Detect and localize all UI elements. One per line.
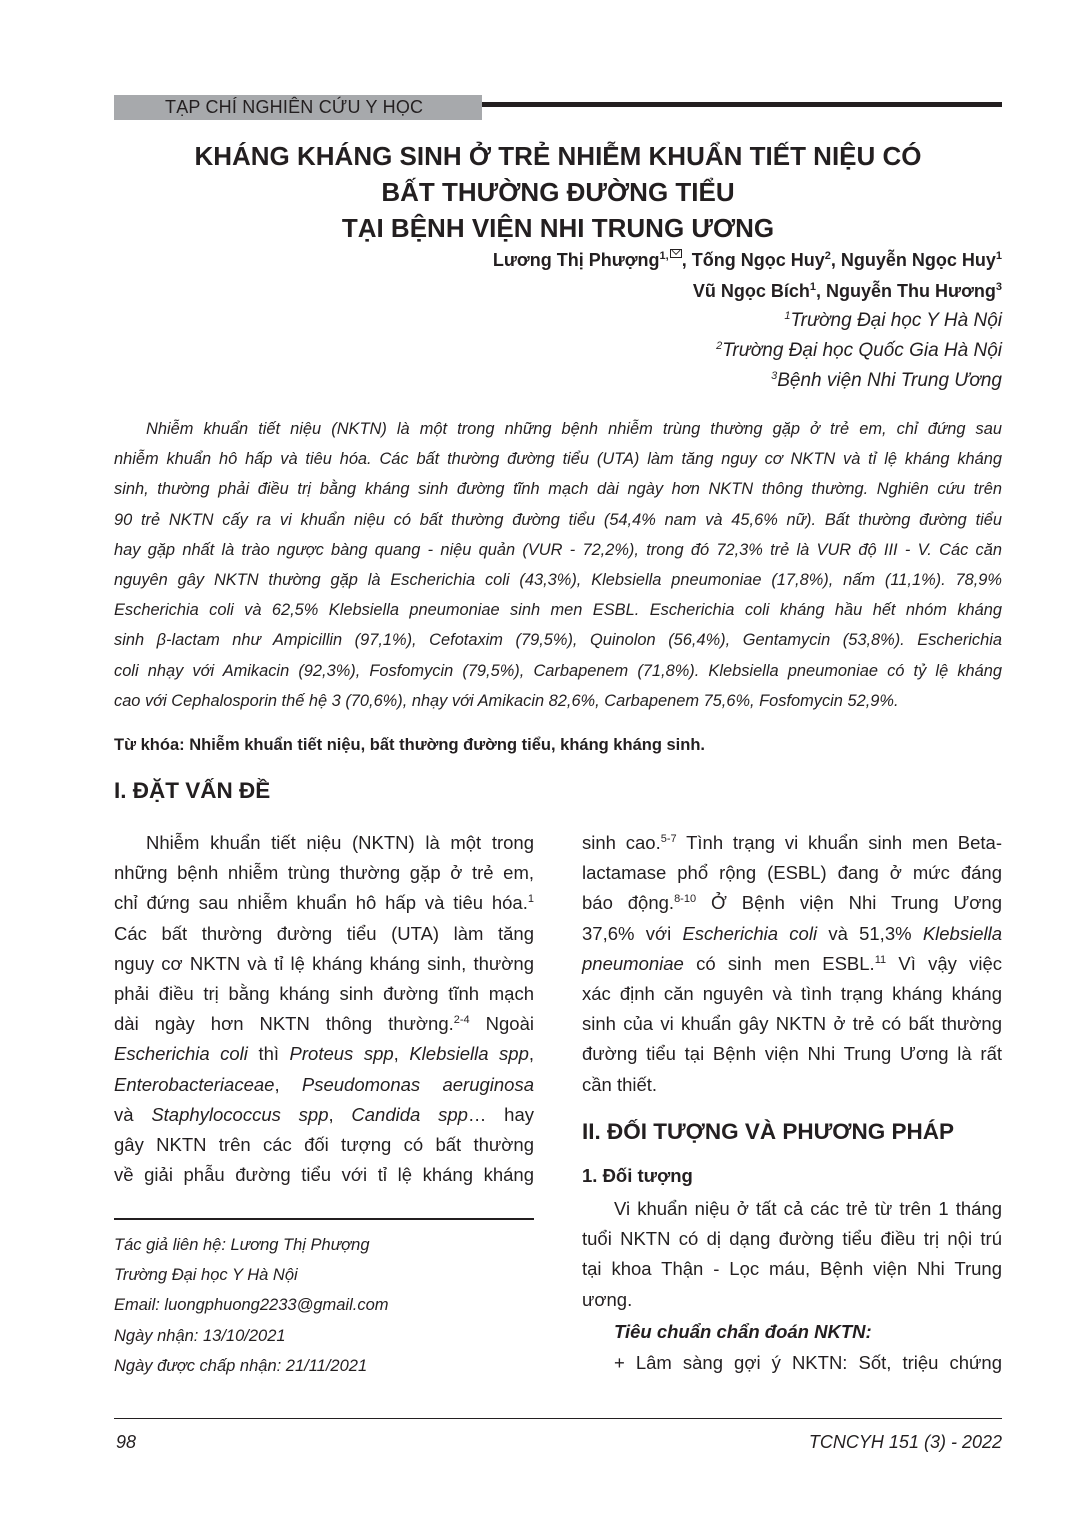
body-line: + Lâm sàng gợi ý NKTN: Sốt, triệu chứng (614, 1352, 1002, 1373)
body-text: chỉ đứng sau nhiễm khuẩn hô hấp và tiêu hóa. (114, 892, 528, 914)
body-line (114, 888, 534, 918)
citation: 5-7 (660, 833, 677, 845)
citation: 1 (527, 893, 534, 906)
footnote-rule (114, 1218, 534, 1220)
affiliation-number: 2 (716, 340, 723, 352)
body-text: và 51,3% (817, 922, 923, 944)
abstract-text: nguyên gây NKTN thường gặp là (114, 571, 391, 590)
body-text: dài ngày hơn NKTN thông thường. (114, 1013, 454, 1035)
title-line-2: BẤT THƯỜNG ĐƯỜNG TIỂU (381, 177, 735, 207)
abstract-line (114, 565, 1002, 595)
body-text: 37,6% với (582, 922, 683, 944)
body-line (582, 949, 1002, 979)
author-name: , Nguyễn Thu Hương (816, 281, 996, 301)
body-line (114, 1100, 534, 1130)
correspondence-footnote (114, 1230, 389, 1381)
body-text: thì (247, 1043, 290, 1065)
abstract-line: sinh β-lactam như Ampicillin (97,1%), Cefotaxim (79,5%), Quinolon (56,4%), Gentamycin (53,8%). Escherichia (114, 631, 1002, 650)
criteria-body (582, 1348, 1002, 1378)
criteria-heading: Tiêu chuẩn chẩn đoán NKTN: (614, 1321, 872, 1342)
body-line: lactamase phổ rộng (ESBL) đang ở mức đáng (582, 862, 1002, 884)
body-line: về giải phẫu đường tiểu với tỉ lệ kháng kháng (114, 1164, 534, 1186)
affiliation-3 (716, 366, 1002, 396)
body-line: Nhiễm khuẩn tiết niệu (NKTN) là một trong (146, 832, 534, 853)
author-sup: 1 (995, 250, 1002, 262)
abstract-line: Nhiễm khuẩn tiết niệu (NKTN) là một trong những bệnh nhiễm trùng thường gặp ở trẻ em, chỉ đứng sau (146, 420, 1002, 438)
species-name: Klebsiella (922, 922, 1002, 944)
species-name: Candida spp (351, 1103, 468, 1125)
abstract-line: cao với Cephalosporin thế hệ 3 (70,6%), nhạy với Amikacin 82,6%, Carbapenem 75,6%, Fosfomycin 52,9%. (114, 691, 899, 710)
citation: 8-10 (674, 893, 697, 906)
body-line: Các bất thường đường tiểu (UTA) làm tăng (114, 922, 534, 944)
abstract-text: (43,3%), Klebsiella pneumoniae (17,8%), nấm (11,1%). 78,9% (509, 571, 1002, 590)
keywords: Từ khóa: Nhiễm khuẩn tiết niệu, bất thường đường tiểu, kháng kháng sinh. (114, 736, 705, 754)
footnote-accepted: Ngày được chấp nhận: 21/11/2021 (114, 1356, 368, 1375)
body-text: , (528, 1043, 535, 1065)
species-name: pneumoniae (582, 952, 684, 974)
author-line-2 (493, 276, 1002, 307)
author-sup: 2 (824, 250, 831, 262)
abstract-line: Escherichia coli và 62,5% Klebsiella pneumoniae sinh men ESBL. Escherichia coli kháng hầu hết nhóm kháng (114, 601, 1002, 620)
body-line: đường tiểu tại Bệnh viện Nhi Trung Ương là rất (582, 1043, 1002, 1065)
body-line: những bệnh nhiễm trùng thường gặp ở trẻ em, (114, 862, 534, 884)
author-line-1 (493, 245, 1002, 276)
species-name: Klebsiella spp (409, 1043, 529, 1065)
body-line: tại khoa Thận - Lọc máu, Bệnh viện Nhi Trung (582, 1258, 1002, 1280)
body-line: Vi khuẩn niệu ở tất cả các trẻ từ trên 1 tháng (614, 1198, 1002, 1219)
affiliation-text: Trường Đại học Y Hà Nội (790, 310, 1002, 331)
body-text: … hay (467, 1103, 534, 1125)
author-name: Lương Thị Phượng (492, 250, 660, 270)
affiliation-number: 3 (771, 370, 778, 382)
citation: 11 (874, 953, 887, 966)
affiliation-2 (716, 336, 1002, 366)
body-text: , (274, 1073, 302, 1095)
article-title (114, 138, 1002, 246)
body-line: nguy cơ NKTN và tỉ lệ kháng kháng sinh, thường (114, 952, 534, 974)
species-name: Escherichia coli (114, 1043, 248, 1065)
body-line: sinh của vi khuẩn gây NKTN ở trẻ có bất thường (582, 1013, 1002, 1035)
title-line-1: KHÁNG KHÁNG SINH Ở TRẺ NHIỄM KHUẨN TIẾT NIỆU CÓ (194, 141, 922, 171)
species-name: Proteus spp (289, 1043, 394, 1065)
footnote-email: Email: luongphuong2233@gmail.com (114, 1296, 389, 1315)
title-line-3: TẠI BỆNH VIỆN NHI TRUNG ƯƠNG (341, 213, 775, 243)
abstract-line: 90 trẻ NKTN cấy ra vi khuẩn niệu có bất thường đường tiểu (54,4% nam và 45,6% nữ). Bất thường đường tiểu (114, 510, 1002, 529)
envelope-icon (670, 249, 682, 258)
author-name: , Nguyễn Ngọc Huy (830, 250, 996, 270)
affiliation-1 (716, 306, 1002, 336)
body-line (582, 828, 1002, 858)
subsection-heading: 1. Đối tượng (582, 1165, 693, 1186)
body-line (582, 919, 1002, 949)
body-line (582, 888, 1002, 918)
journal-issue: TCNCYH 151 (3) - 2022 (808, 1432, 1002, 1452)
species-name: Pseudomonas aeruginosa (301, 1073, 534, 1095)
abstract-line: hay gặp nhất là trào ngược bàng quang - niệu quản (VUR - 72,2%), trong đó 72,3% trẻ là VUR độ III - V. Các căn (114, 540, 1002, 559)
body-line: gây NKTN trên các đối tượng có bất thường (114, 1134, 534, 1156)
footer-rule (114, 1418, 1002, 1419)
body-line (114, 1039, 534, 1069)
affiliation-text: Bệnh viện Nhi Trung Ương (777, 370, 1002, 391)
body-text: Ở Bệnh viện Nhi Trung Ương (696, 892, 1002, 914)
citation: 2-4 (453, 1014, 470, 1027)
right-column-body (582, 828, 1002, 1100)
body-text: báo động. (582, 892, 675, 914)
journal-name: TẠP CHÍ NGHIÊN CỨU Y HỌC (165, 97, 424, 117)
body-line: phải điều trị bằng kháng sinh đường tĩnh mạch (114, 983, 534, 1005)
species-name: Escherichia coli (682, 922, 818, 944)
body-line: xác định căn nguyên và tình trạng kháng kháng (582, 983, 1002, 1005)
author-sup: 1 (809, 281, 817, 293)
body-text: Ngoài (469, 1013, 534, 1035)
footnote-received: Ngày nhận: 13/10/2021 (114, 1326, 286, 1345)
body-text: Tình trạng vi khuẩn sinh men Beta- (676, 832, 1002, 853)
header-rule (482, 102, 1002, 107)
abstract-line: nhiễm khuẩn hô hấp và tiêu hóa. Các bất thường đường tiểu (UTA) làm tăng nguy cơ NKTN và tỉ lệ kháng kháng (114, 450, 1002, 469)
body-text: có sinh men ESBL. (683, 952, 875, 974)
abstract-line: coli nhạy với Amikacin (92,3%), Fosfomycin (79,5%), Carbapenem (71,8%). Klebsiella pneumoniae có tỷ lệ kháng (114, 661, 1002, 680)
body-line (114, 1009, 534, 1039)
footnote-org: Trường Đại học Y Hà Nội (114, 1266, 298, 1285)
species-name: Staphylococcus spp (151, 1103, 329, 1125)
author-name: Vũ Ngọc Bích (692, 281, 810, 301)
author-name: , Tống Ngọc Huy (681, 250, 825, 270)
page-number: 98 (116, 1432, 137, 1452)
body-line: tuổi NKTN có dị dạng đường tiểu điều trị nội trú (582, 1228, 1002, 1250)
body-line: cần thiết. (582, 1073, 658, 1095)
abstract (114, 414, 1002, 716)
body-text: , (328, 1103, 352, 1125)
left-column-body (114, 828, 534, 1190)
affiliation-text: Trường Đại học Quốc Gia Hà Nội (722, 340, 1002, 361)
author-sup: 3 (995, 281, 1002, 293)
body-line: ương. (582, 1288, 633, 1310)
abstract-line: sinh, thường phải điều trị bằng kháng sinh đường tĩnh mạch dài ngày hơn NKTN thông thường. Nghiên cứu trên (114, 480, 1002, 499)
affiliation-number: 1 (784, 310, 791, 322)
body-text: sinh cao. (582, 832, 661, 853)
section-heading-2: II. ĐỐI TƯỢNG VÀ PHƯƠNG PHÁP (582, 1119, 954, 1144)
body-text: và (114, 1103, 152, 1125)
abstract-text: Escherichia coli (390, 571, 510, 590)
author-list (493, 245, 1002, 307)
section2-body (582, 1194, 1002, 1315)
affiliations (716, 306, 1002, 396)
footnote-contact: Tác giả liên hệ: Lương Thị Phượng (114, 1236, 370, 1254)
body-text: Vì vậy việc (886, 952, 1002, 974)
author-sup: 1, (659, 250, 669, 262)
species-name: Enterobacteriaceae (114, 1073, 275, 1095)
section-heading-1: I. ĐẶT VẤN ĐỀ (114, 778, 271, 803)
body-line (114, 1070, 534, 1100)
body-text: , (393, 1043, 410, 1065)
